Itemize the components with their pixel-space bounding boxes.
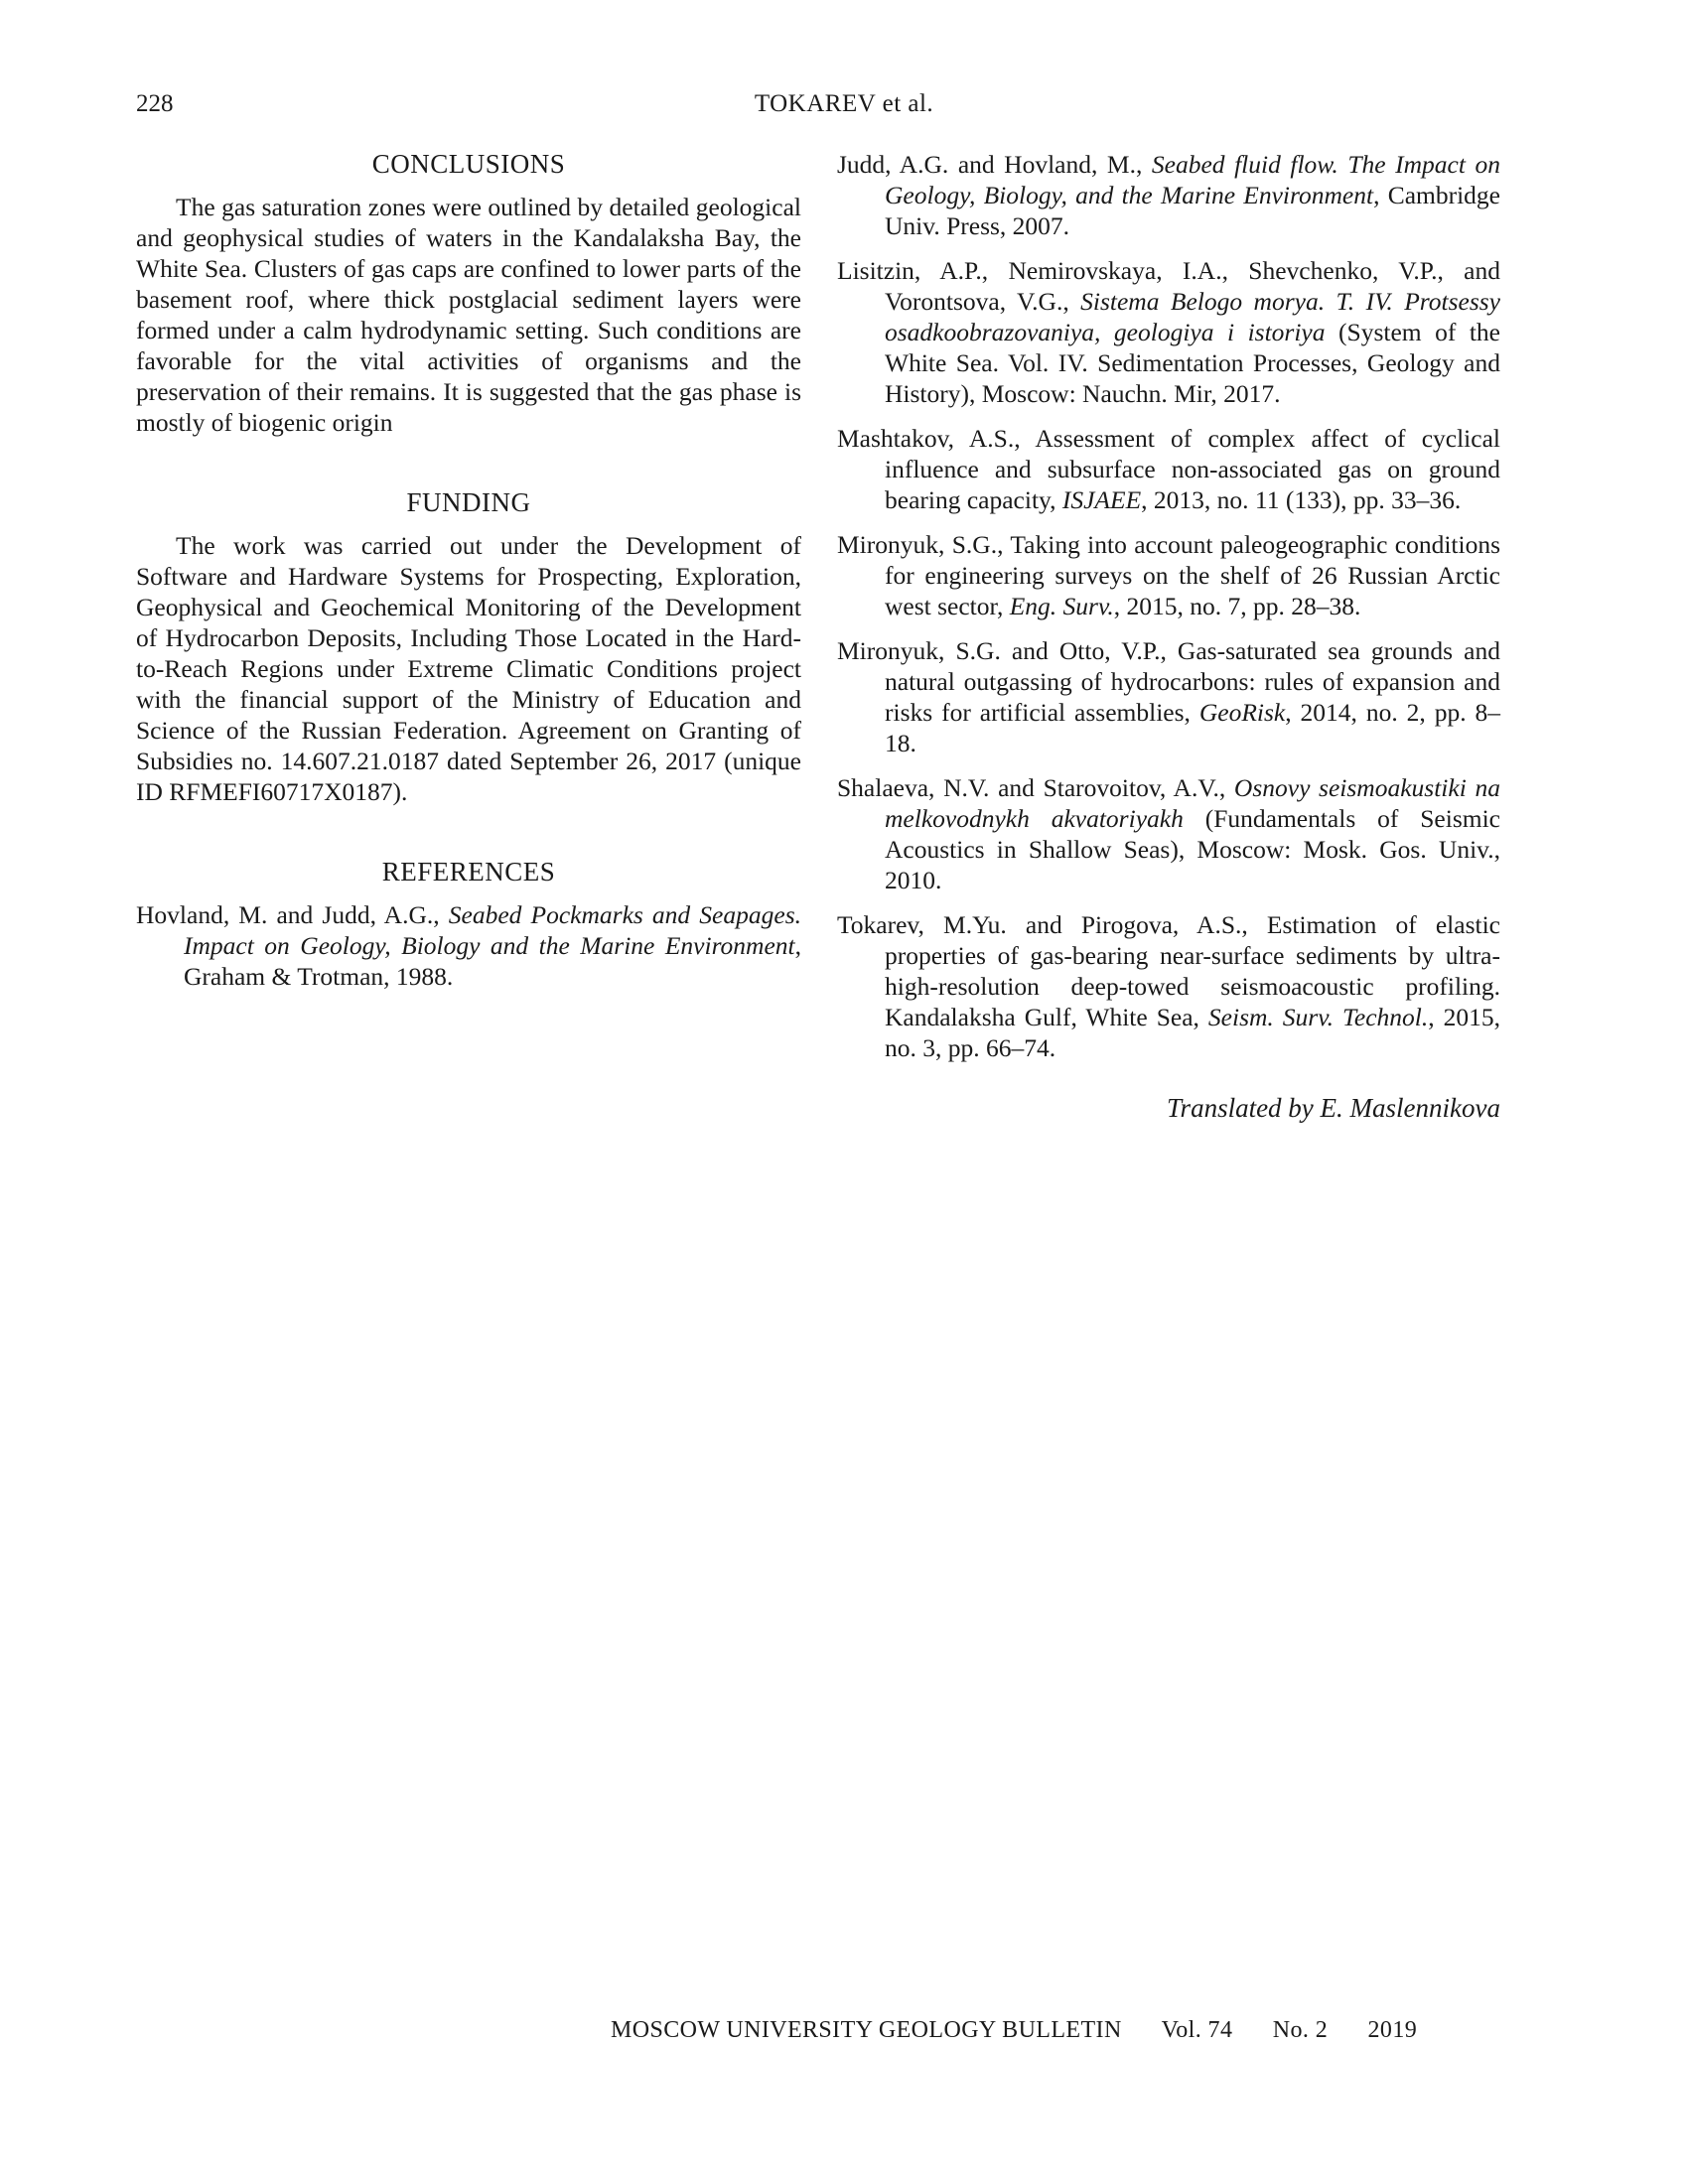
page-number: 228 [136,90,174,117]
references-title: REFERENCES [381,857,556,887]
conclusions-title: CONCLUSIONS [371,149,566,179]
funding-text: The work was carried out under the Development of Software and Hardware Systems for Prospecting, Exploration, Geophysical and Geochemical Monitoring of the Development of Hydrocarbon Deposits, Including Those Located in the Hard-to-Reach Regions under Extreme Climatic Conditions project with the financial support of the Ministry of Education and Science of the Russian Federation. Agreement on Granting of Subsidies no. 14.607.21.0187 dated September 26, 2017 (unique ID RFMEFI60717X0187). [136,531,801,806]
journal-footer [611,2017,1417,2044]
conclusions-text: The gas saturation zones were outlined by detailed geological and geophysical studies of waters in the Kandalaksha Bay, the White Sea. Clusters of gas caps are confined to lower parts of the basement roof, where thick postglacial sediment layers were formed under a calm hydrodynamic setting. Such conditions are favorable for the vital activities of organisms and the preservation of their remains. It is suggested that the gas phase is mostly of biogenic origin [136,193,801,437]
reference-item: Mashtakov, A.S., Assessment of complex affect of cyclical influence and subsurface non-associated gas on ground bearing capacity, ISJAEE, 2013, no. 11 (133), pp. 33–36. [837,424,1500,514]
translator-credit: Translated by E. Maslennikova [1167,1093,1500,1123]
reference-item: Mironyuk, S.G. and Otto, V.P., Gas-saturated sea grounds and natural outgassing of hydrocarbons: rules of expansion and risks for artificial assemblies, GeoRisk, 2014, no. 2, pp. 8–18. [837,636,1501,757]
reference-item: Shalaeva, N.V. and Starovoitov, A.V., Osnovy seismoakustiki na melkovodnykh akvatoriyakh (Fundamentals of Seismic Acoustics in Shallow Seas), Moscow: Mosk. Gos. Univ., 2010. [837,773,1500,894]
reference-item: Hovland, M. and Judd, A.G., Seabed Pockmarks and Seapages. Impact on Geology, Biology and the Marine Environment, Graham & Trotman, 1988. [136,900,801,991]
right-column [837,149,1500,1124]
footer-year: 2019 [1367,2017,1418,2043]
running-header-authors: TOKAREV et al. [754,90,934,117]
left-column [136,149,801,1006]
footer-number: No. 2 [1272,2017,1329,2043]
reference-item: Tokarev, M.Yu. and Pirogova, A.S., Estimation of elastic properties of gas-bearing near-surface sediments by ultra-high-resolution deep-towed seismoacoustic profiling. Kandalaksha Gulf, White Sea, Seism. Surv. Technol., 2015, no. 3, pp. 66–74. [837,910,1500,1062]
reference-item: Mironyuk, S.G., Taking into account paleogeographic conditions for engineering surveys on the shelf of 26 Russian Arctic west sector, Eng. Surv., 2015, no. 7, pp. 28–38. [837,530,1500,620]
reference-item: Judd, A.G. and Hovland, M., Seabed fluid flow. The Impact on Geology, Biology, and the Marine Environment, Cambridge Univ. Press, 2007. [837,150,1500,240]
funding-title: FUNDING [406,487,531,517]
footer-journal: MOSCOW UNIVERSITY GEOLOGY BULLETIN [611,2017,1122,2043]
footer-volume: Vol. 74 [1161,2017,1233,2043]
reference-item: Lisitzin, A.P., Nemirovskaya, I.A., Shevchenko, V.P., and Vorontsova, V.G., Sistema Belogo morya. T. IV. Protsessy osadkoobrazovaniya, geologiya i istoriya (System of the White Sea. Vol. IV. Sedimentation Processes, Geology and History), Moscow: Nauchn. Mir, 2017. [837,256,1501,408]
